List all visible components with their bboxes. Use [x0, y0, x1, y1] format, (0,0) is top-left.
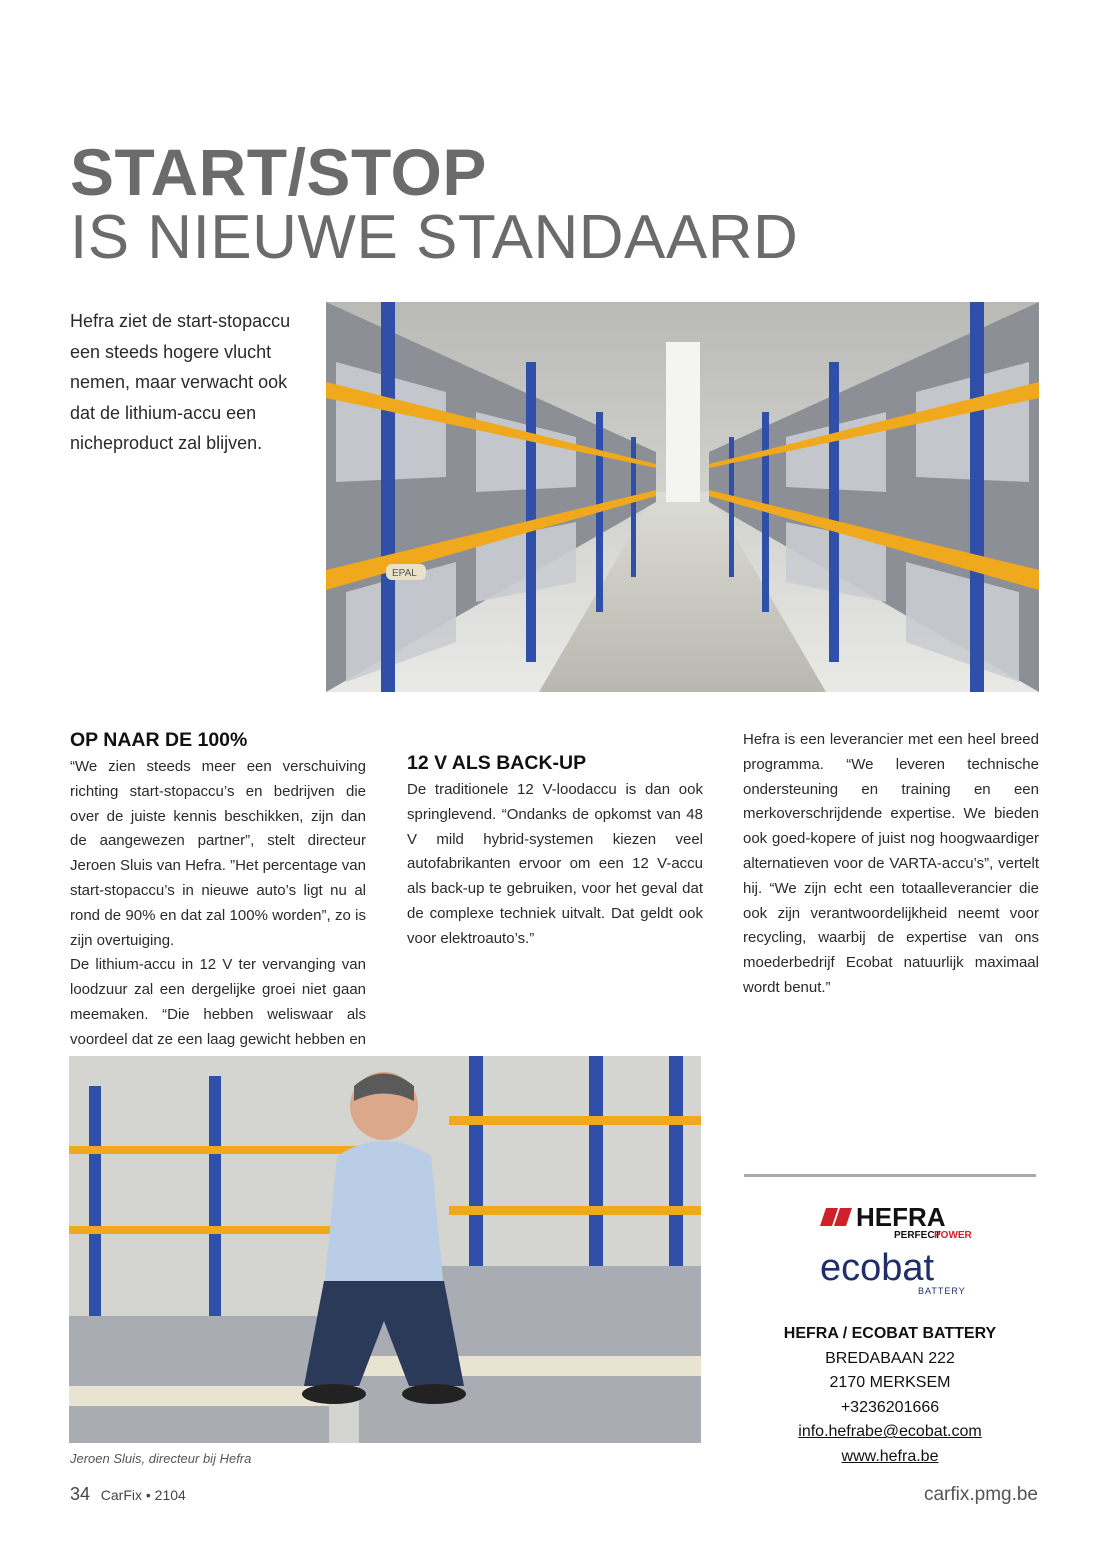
footer-site-url: carfix.pmg.be — [923, 1484, 1038, 1505]
section-heading-backup: 12 V ALS BACK-UP — [407, 752, 587, 774]
intro-text: Hefra ziet de start-stopaccu een steeds hogere vlucht nemen, maar verwacht ook dat de lithium-accu een nicheproduct zal blijven. — [70, 311, 291, 453]
contact-city: 2170 MERKSEM — [829, 1374, 951, 1392]
headline-line-1: START/STOP — [70, 135, 487, 209]
article-paragraph-2: De lithium-accu in 12 V ter vervanging van loodzuur zal een dergelijke groei niet gaan meemaken. “Die hebben weliswaar als voordeel dat ze een laag gewicht hebben en — [70, 956, 366, 1048]
hefra-tag-power: POWER — [934, 1230, 972, 1241]
contact-street: BREDABAAN 222 — [825, 1349, 955, 1367]
director-photo — [69, 1056, 701, 1443]
hefra-wordmark: HEFRA — [856, 1202, 946, 1232]
contact-details — [744, 1322, 1036, 1470]
ecobat-logo — [818, 1248, 968, 1296]
contact-website-link[interactable]: www.hefra.be — [841, 1447, 939, 1465]
page-number: 34 — [70, 1484, 91, 1504]
hefra-logo — [824, 1202, 972, 1244]
footer-left — [70, 1484, 186, 1505]
section-heading-op-naar: OP NAAR DE 100% — [70, 729, 248, 751]
photo-caption: Jeroen Sluis, directeur bij Hefra — [70, 1451, 252, 1466]
ecobat-wordmark: ecobat — [820, 1247, 935, 1289]
article-column-2 — [407, 728, 703, 952]
warehouse-photo — [326, 302, 1039, 692]
article-column-3 — [743, 728, 1039, 1001]
contact-email-link[interactable]: info.hefrabe@ecobat.com — [798, 1423, 982, 1441]
contact-phone: +3236201666 — [840, 1398, 940, 1416]
contact-company: HEFRA / ECOBAT BATTERY — [783, 1325, 997, 1342]
article-paragraph-3: De traditionele 12 V-loodaccu is dan ook springlevend. “Ondanks de opkomst van 48 V mild hybrid-systemen kiezen veel autofabrikanten ervoor om een 12 V-accu als back-up te gebruiken, voor het geval dat de complexe techniek uitvalt. Dat geldt ook voor elektroauto’s.” — [407, 781, 703, 947]
contact-divider — [744, 1174, 1036, 1177]
headline-line-2: IS NIEUWE STANDAARD — [70, 203, 799, 272]
article-paragraph-1: “We zien steeds meer een verschuiving richting start-stopaccu’s en bedrijven die over de juiste kennis beschikken, zijn dan de aangewezen partner”, stelt directeur Jeroen Sluis van Hefra. ”Het percentage van start-stopaccu’s in nieuwe auto’s ligt nu al rond de 90% en dat zal 100% worden”, zo is zijn overtuiging. — [70, 758, 366, 949]
article-paragraph-4: Hefra is een leverancier met een heel breed programma. “We leveren technische ondersteuning en training en een merkoverschrijdende expertise. We bieden ook goed-kopere of juist nog hoogwaardiger alternatieven voor de VARTA-accu’s”, vertelt hij. “We zijn echt een totaalleverancier die ook zijn verantwoordelijkheid neemt voor recycling, waarbij de expertise van ons moederbedrijf Ecobat natuurlijk maximaal wordt benut.” — [743, 731, 1039, 996]
hefra-tag-perfect: PERFECT — [894, 1230, 941, 1241]
magazine-issue: CarFix • 2104 — [100, 1487, 186, 1503]
epal-mark: EPAL — [392, 568, 417, 579]
ecobat-tag: BATTERY — [918, 1286, 966, 1296]
